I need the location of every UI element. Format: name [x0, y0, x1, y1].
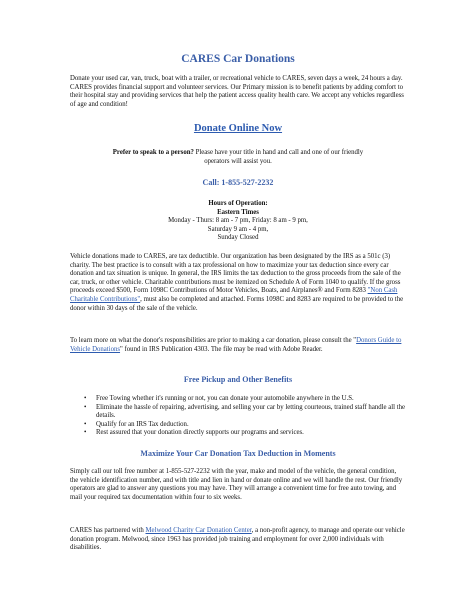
partner-paragraph	[70, 527, 406, 553]
speak-question: Prefer to speak to a person?	[112, 149, 194, 156]
hours-saturday: Saturday 9 am - 4 pm,	[207, 225, 269, 233]
list-item: • Eliminate the hassle of repairing, advertising, and selling your car by letting courteous, trained staff handle all the details.	[84, 403, 406, 420]
bullet-icon: •	[84, 420, 87, 428]
learn-text-2: " found in IRS Publication 4303. The file may be read with Adobe Reader.	[120, 345, 323, 353]
list-item: • Rest assured that your donation directly supports our programs and services.	[84, 429, 304, 437]
intro-paragraph: Donate your used car, van, truck, boat with a trailer, or recreational vehicle to CARES, seven days a week, 24 hours a day. CARES provides financial support and volunteer services. Our Primary mission is to benefit patients by adding comfort to their hospital stay and providing services that help the patient access quality health care. We accept any vehicles regardless of age and condition!	[70, 75, 404, 108]
hours-weekdays: Monday - Thurs: 8 am - 7 pm, Friday: 8 am - 9 pm,	[168, 217, 308, 225]
donate-online-link[interactable]: Donate Online Now	[193, 123, 283, 134]
bullet-icon: •	[84, 429, 87, 437]
donors-guide-link[interactable]: Donors Guide to Vehicle Donations	[70, 337, 402, 353]
learn-text-1: To learn more on what the donor's responsibilities are prior to making a car donation, please consult the "	[70, 337, 357, 344]
tax-text-2: , must also be completed and attached. Forms 1098C and 8283 are required to be provided to the donor within 30 days of the sale of the vehicle.	[70, 295, 404, 312]
non-cash-contributions-link[interactable]: "Non Cash Charitable Contributions"	[70, 287, 398, 303]
partner-text-1: CARES has partnered with	[70, 527, 146, 534]
donor-guide-paragraph	[70, 337, 406, 354]
benefits-heading: Free Pickup and Other Benefits	[183, 375, 293, 384]
bullet-icon: •	[84, 395, 87, 402]
tax-deduction-paragraph	[70, 253, 406, 313]
maximize-heading: Maximize Your Car Donation Tax Deduction in Moments	[140, 449, 336, 458]
call-phone-heading: Call: 1-855-527-2232	[202, 178, 274, 187]
benefits-list	[84, 395, 406, 438]
speak-to-person-paragraph	[110, 149, 366, 166]
list-item: • Free Towing whether it's running or not, you can donate your automobile anywhere in the U.S.	[84, 395, 354, 402]
speak-text: Please have your title in hand and call and one of our friendly operators will assist you.	[193, 149, 364, 165]
maximize-paragraph: Simply call our toll free number at 1-855-527-2232 with the year, make and model of the vehicle, the general condition, the vehicle identification number, and with title and lien in hand or donate online and we will handle the rest. Our friendly operators are glad to answer any questions you may have. They will arrange a convenient time for free auto towing, and mail your required tax documentation within four to six weeks.	[70, 468, 403, 501]
hours-block	[70, 200, 406, 243]
list-item: • Qualify for an IRS Tax deduction.	[84, 420, 189, 428]
hours-title: Hours of Operation:	[208, 200, 268, 207]
hours-timezone: Eastern Times	[217, 208, 259, 216]
tax-text-1: Vehicle donations made to CARES, are tax deductible. Our organization has been designated by the IRS as a 501c (3) charity. The best practice is to consult with a tax professional on how to maximize your tax deduction since every car donation and tax situation is unique. In general, the IRS limits the tax deduction to the gross proceeds from the sale of the car, truck, or other vehicle. Charitable contributions must be itemized on Schedule A of Form 1040 to qualify. If the gross proceeds exceed $500, Form 1098C Contributions of Motor Vehicles, Boats, and Airplanes® and Form 8283	[70, 253, 401, 295]
bullet-icon: •	[84, 403, 87, 411]
hours-sunday: Sunday Closed	[217, 234, 259, 242]
page-title: CARES Car Donations	[181, 53, 295, 65]
melwood-link[interactable]: Melwood Charity Car Donation Center	[145, 527, 252, 534]
partner-text-2: , a non-profit agency, to manage and operate our vehicle donation program. Melwood, since 1963 has provided job training and employment for over 2,000 individuals with disabilities.	[70, 527, 405, 552]
